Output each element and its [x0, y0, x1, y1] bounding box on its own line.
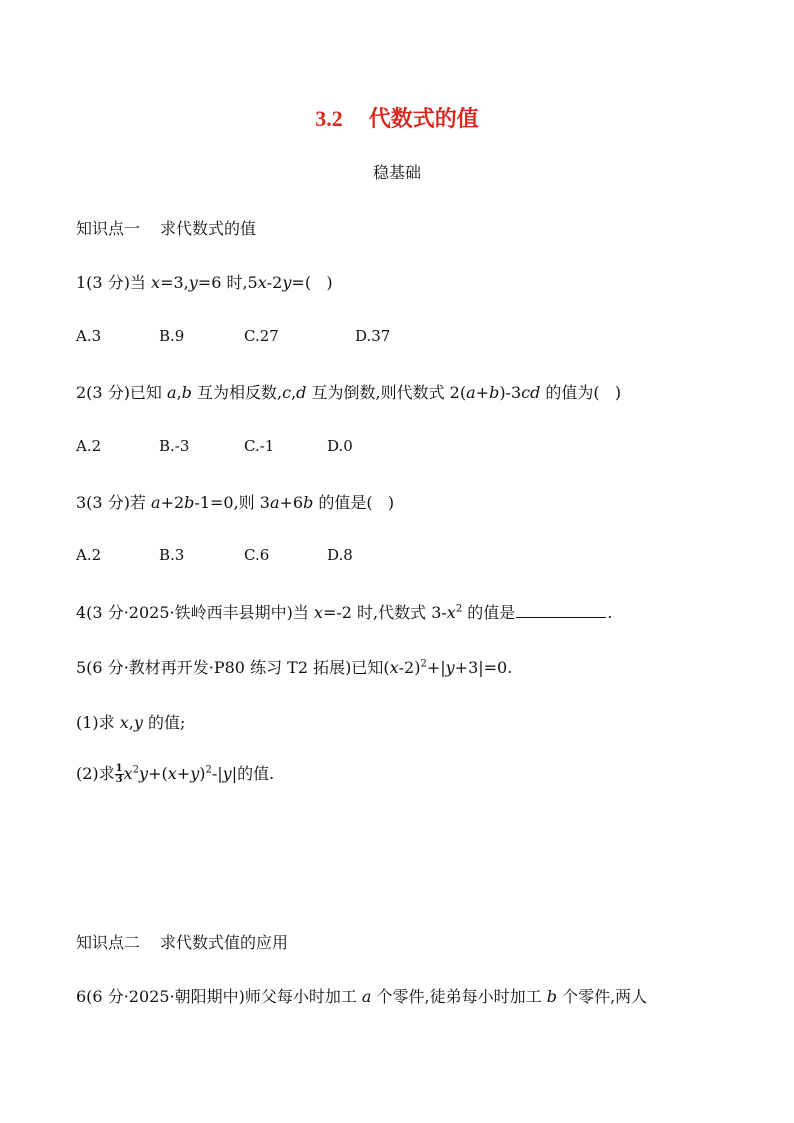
question-3-options	[76, 546, 476, 566]
option-d[interactable]: D.8	[327, 546, 353, 564]
section-label: 知识点二	[76, 933, 141, 952]
page-subtitle: 稳基础	[372, 163, 421, 182]
question-3: 3(3 分)若 a+2b-1=0,则 3a+6b 的值是( )	[76, 493, 395, 512]
section-heading-text: 求代数式的值	[160, 219, 257, 238]
section-title: 代数式的值	[368, 107, 479, 132]
section-heading-2	[76, 930, 288, 953]
option-c[interactable]: C.6	[244, 546, 270, 564]
question-5-part-2: (2)求 $\frac{1}{3}$ $x^2y+(x+y)^2-|y|$的值.	[76, 763, 275, 785]
section-heading-text: 求代数式值的应用	[160, 933, 289, 952]
question-5: 5(6 分·教材再开发·P80 练习 T2 拓展)已知$(x-2)^2+|y+3|=0$.	[76, 658, 513, 677]
question-4: 4(3 分·2025·铁岭西丰县期中)当 x=-2 时,代数式 $3-x^2$ 的值是 .	[76, 603, 613, 622]
question-5-part-1: (1)求 x,y 的值;	[76, 713, 186, 732]
question-1: 1(3 分)当 x=3,y=6 时,5x-2y=( )	[76, 273, 333, 292]
question-head: 6(6 分·2025·朝阳期中)师父每小时加工	[76, 987, 362, 1006]
question-2-options	[76, 437, 476, 457]
page-title	[0, 102, 794, 133]
question-head: 5(6 分·教材再开发·P80 练习 T2 拓展)已知	[76, 658, 384, 677]
option-d[interactable]: D.37	[355, 327, 391, 345]
option-b[interactable]: B.3	[159, 546, 185, 564]
question-head: 1(3 分)当	[76, 273, 152, 292]
question-head: 2(3 分)已知	[76, 383, 168, 402]
question-1-options	[76, 327, 476, 347]
option-d[interactable]: D.0	[327, 437, 353, 455]
question-part-label: (1)求	[76, 713, 120, 732]
question-part-label: (2)求	[76, 764, 115, 783]
option-b[interactable]: B.9	[159, 327, 185, 345]
option-b[interactable]: B.-3	[159, 437, 190, 455]
section-label: 知识点一	[76, 219, 141, 238]
option-a[interactable]: A.3	[76, 327, 102, 345]
section-number: 3.2	[315, 106, 343, 131]
answer-blank[interactable]	[516, 603, 606, 618]
question-2: 2(3 分)已知 a,b 互为相反数,c,d 互为倒数,则代数式 2(a+b)-3cd 的值为( )	[76, 383, 622, 402]
question-head: 4(3 分·2025·铁岭西丰县期中)当	[76, 603, 314, 622]
fraction-one-third: $\frac{1}{3}$	[115, 763, 123, 785]
question-6: 6(6 分·2025·朝阳期中)师父每小时加工 a 个零件,徒弟每小时加工 b 个零件,两人	[76, 987, 648, 1006]
question-head: 3(3 分)若	[76, 493, 152, 512]
option-a[interactable]: A.2	[76, 437, 102, 455]
option-a[interactable]: A.2	[76, 546, 102, 564]
option-c[interactable]: C.27	[244, 327, 279, 345]
section-heading-1	[76, 216, 256, 239]
option-c[interactable]: C.-1	[244, 437, 275, 455]
